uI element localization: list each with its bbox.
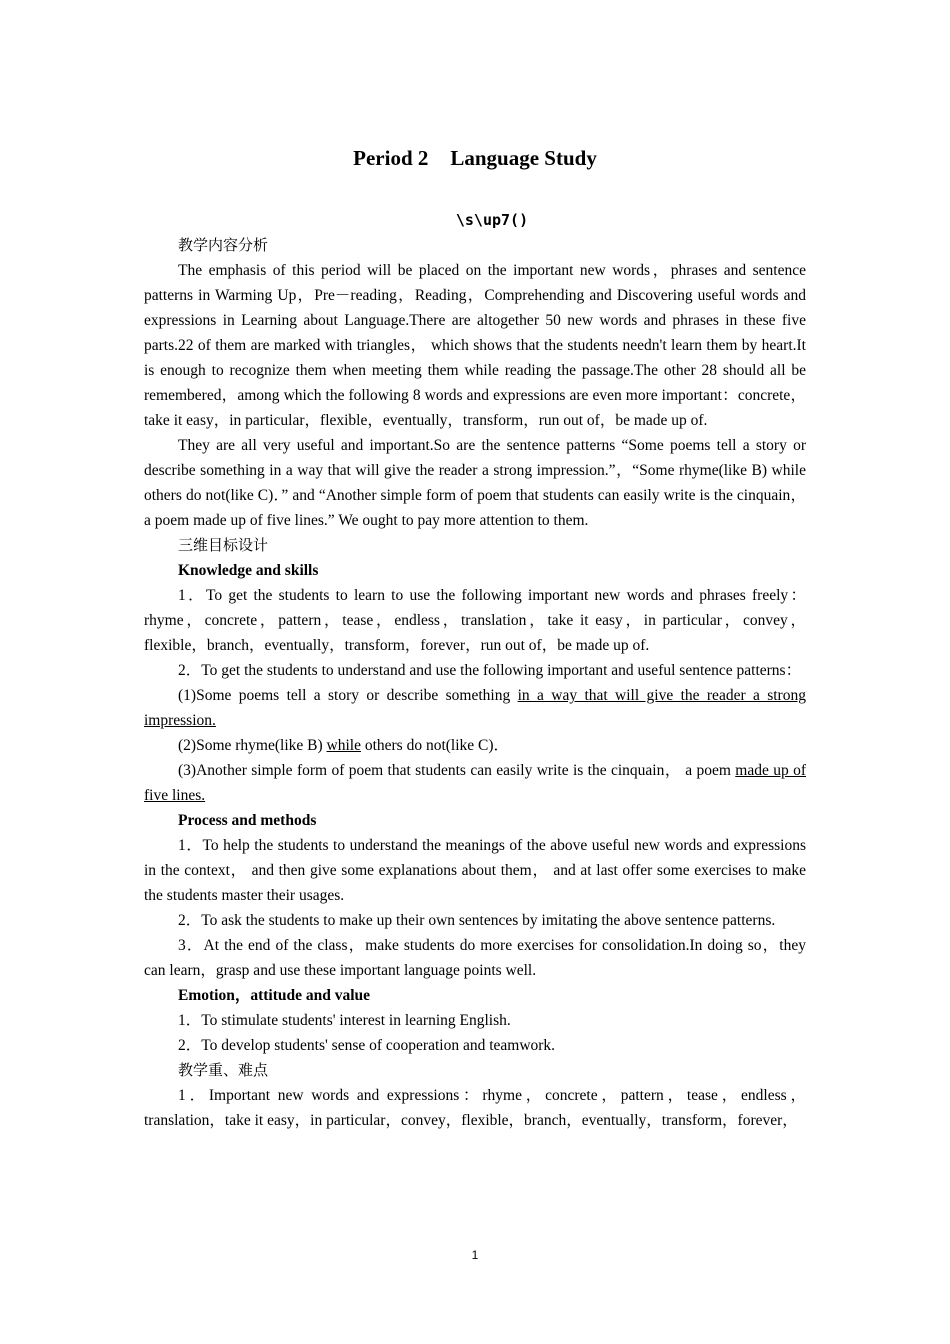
knowledge-item-2: 2．To get the students to understand and use the following important and useful sentence patterns：	[178, 662, 802, 679]
field-code-line: \s\up7()	[455, 211, 529, 229]
title-topic: Language Study	[450, 146, 597, 170]
page-number: 1	[471, 1248, 479, 1262]
sentence-pattern-3: (3)Another simple form of poem that students can easily write is the cinquain， a poem made up of five lines.	[144, 762, 806, 804]
emotion-item-1: 1．To stimulate students' interest in learning English.	[178, 1012, 511, 1029]
title-period: Period 2	[353, 146, 429, 170]
knowledge-item-1: 1．To get the students to learn to use the following important new words and phrases freely：rhyme，concrete，pattern，tease，endless，translation，take it easy，in particular，convey，flexible，branch，eventually，transform，forever，run out of，be made up of.	[144, 587, 806, 654]
section-heading-key-points: 教学重、难点	[178, 1061, 269, 1079]
process-item-1: 1．To help the students to understand the meanings of the above useful new words and expressions in the context， and then give some explanations about them， and at last offer some exercises to make the students master their usages.	[144, 837, 806, 904]
underlined-phrase: while	[326, 737, 361, 754]
sentence-pattern-1: (1)Some poems tell a story or describe something in a way that will give the reader a strong impression.	[144, 687, 806, 729]
underlined-phrase: made up of five lines.	[144, 762, 806, 804]
process-item-3: 3．At the end of the class，make students do more exercises for consolidation.In doing so，they can learn，grasp and use these important language points well.	[144, 937, 806, 979]
page-title	[144, 143, 806, 173]
document-body	[144, 233, 806, 1133]
heading-process-methods: Process and methods	[178, 812, 317, 829]
key-points-item-1: 1．Important new words and expressions：rhyme，concrete，pattern，tease，endless，translation，take it easy，in particular，convey，flexible，branch，eventually，transform，forever，	[144, 1087, 806, 1129]
underlined-phrase: in a way that will give the reader a strong impression.	[144, 687, 806, 729]
section-heading-content-analysis: 教学内容分析	[178, 236, 269, 254]
sentence-pattern-2: (2)Some rhyme(like B) while others do not(like C)．	[178, 737, 510, 754]
section-heading-objectives: 三维目标设计	[178, 536, 269, 554]
paragraph-emphasis: The emphasis of this period will be placed on the important new words，phrases and sentence patterns in Warming Up，Pre－reading，Reading，Comprehending and Discovering useful words and expressions in Learning about Language.There are altogether 50 new words and phrases in these five parts.22 of them are marked with triangles， which shows that the students needn't learn them by heart.It is enough to recognize them when meeting them while reading the passage.The other 28 should all be remembered，among which the following 8 words and expressions are even more important：concrete，take it easy，in particular，flexible，eventually，transform，run out of，be made up of.	[144, 262, 806, 429]
document-page	[144, 0, 806, 1344]
paragraph-sentence-patterns: They are all very useful and important.So are the sentence patterns “Some poems tell a story or describe something in a way that will give the reader a strong impression.”，“Some rhyme(like B) while others do not(like C)．” and “Another simple form of poem that students can easily write is the cinquain，a poem made up of five lines.” We ought to pay more attention to them.	[144, 437, 806, 529]
heading-emotion-attitude: Emotion，attitude and value	[178, 987, 371, 1004]
process-item-2: 2．To ask the students to make up their own sentences by imitating the above sentence patterns.	[178, 912, 776, 929]
emotion-item-2: 2．To develop students' sense of cooperation and teamwork.	[178, 1037, 556, 1054]
heading-knowledge-skills: Knowledge and skills	[178, 562, 319, 579]
